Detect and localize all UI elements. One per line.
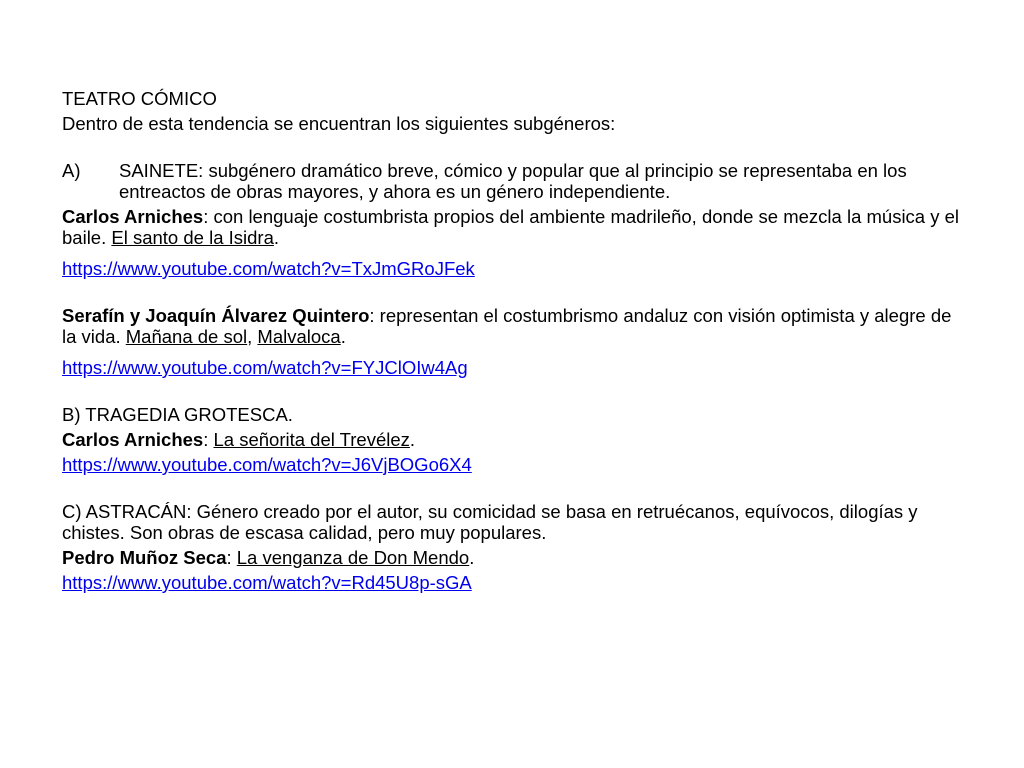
slide-content xyxy=(62,88,967,593)
youtube-link[interactable]: https://www.youtube.com/watch?v=FYJClOIw4Ag xyxy=(62,357,468,378)
work-title: Malvaloca xyxy=(257,326,341,347)
youtube-link[interactable]: https://www.youtube.com/watch?v=J6VjBOGo6X4 xyxy=(62,454,472,475)
quintero-paragraph xyxy=(62,305,967,347)
slide-heading: TEATRO CÓMICO xyxy=(62,88,217,109)
work-title: Mañana de sol xyxy=(125,326,248,347)
section-c-text: C) ASTRACÁN: Género creado por el autor, su comicidad se basa en retruécanos, equívocos, dilogías y chistes. Son obras de escasa calidad, pero muy populares. xyxy=(62,501,918,543)
sentence-end: . xyxy=(273,227,279,248)
separator: : xyxy=(226,547,237,568)
separator: : xyxy=(369,305,380,326)
section-a-text: SAINETE: subgénero dramático breve, cómico y popular que al principio se representaba en los entreactos de obras mayores, y ahora es un género independiente. xyxy=(119,160,907,202)
arniches-paragraph xyxy=(62,206,967,248)
section-b-heading: B) TRAGEDIA GROTESCA. xyxy=(62,404,293,425)
author-description: representan el costumbrismo andaluz con visión optimista y alegre de la vida. xyxy=(62,305,952,347)
section-a-marker: A) xyxy=(62,160,81,181)
author-name: Serafín y Joaquín Álvarez Quintero xyxy=(62,305,370,326)
separator: , xyxy=(247,326,258,347)
work-title: La venganza de Don Mendo xyxy=(236,547,470,568)
section-c-author-line xyxy=(62,547,967,568)
sentence-end: . xyxy=(469,547,475,568)
separator: : xyxy=(203,429,214,450)
sentence-end: . xyxy=(409,429,416,450)
section-a xyxy=(62,160,967,202)
youtube-link[interactable]: https://www.youtube.com/watch?v=TxJmGRoJFek xyxy=(62,258,475,279)
section-b-author-line xyxy=(62,429,967,450)
author-description: con lenguaje costumbrista propios del ambiente madrileño, donde se mezcla la música y el baile. xyxy=(62,206,960,248)
work-title: El santo de la Isidra xyxy=(111,227,274,248)
author-name: Carlos Arniches xyxy=(62,429,204,450)
author-name: Carlos Arniches xyxy=(62,206,204,227)
youtube-link[interactable]: https://www.youtube.com/watch?v=Rd45U8p-sGA xyxy=(62,572,472,593)
separator: : xyxy=(203,206,214,227)
sentence-end: . xyxy=(340,326,346,347)
work-title: La señorita del Trevélez xyxy=(213,429,410,450)
intro-text: Dentro de esta tendencia se encuentran los siguientes subgéneros: xyxy=(62,113,616,134)
author-name: Pedro Muñoz Seca xyxy=(62,547,227,568)
